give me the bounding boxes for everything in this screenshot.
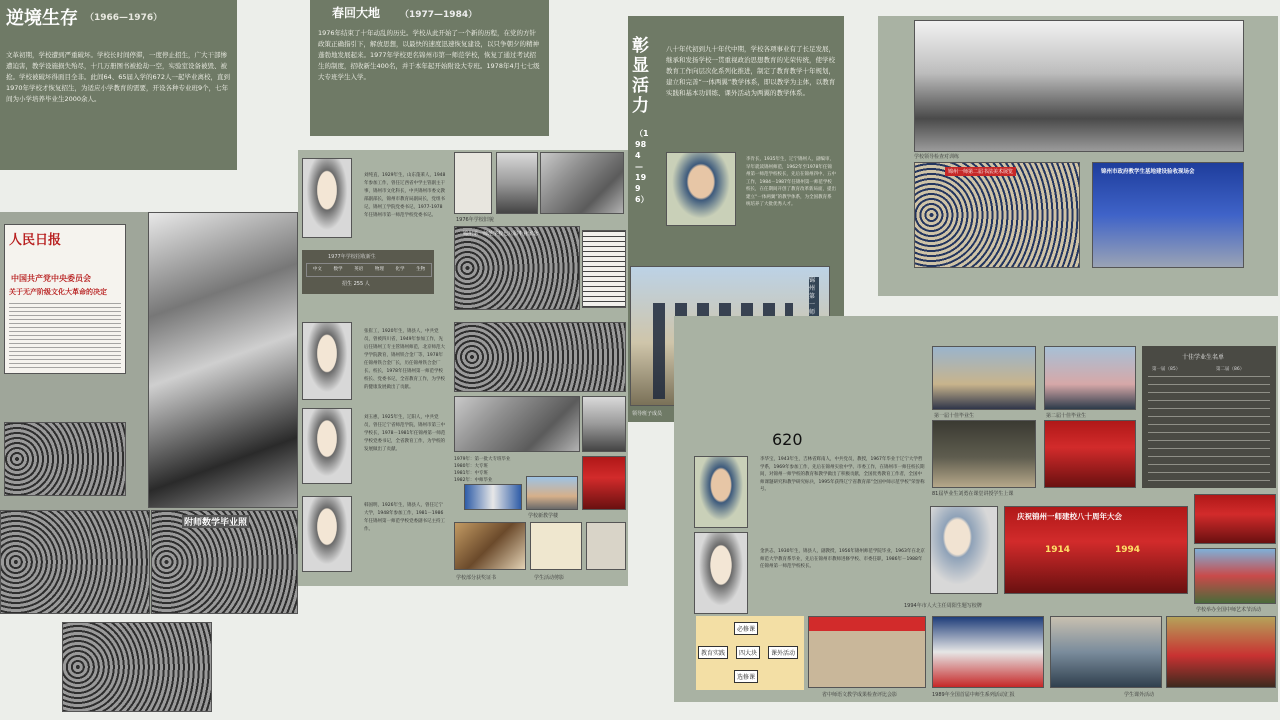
bio-jin-2: 金洪志，1930年生，锦县人，副教授，1956年锦州师范学院毕业，1963年在北京师范大学教育系毕业，先后在锦州市教师进修学校、市委任职，1986年－1988年任锦州第一师范学校校长。: [760, 549, 925, 569]
bio-han: 韩国明，1926年生，锦县人，曾任辽宁大学，1948年参加工作，1981－1986年任锦州第一师范学校党委副书记主持工作。: [364, 503, 445, 532]
stage-meeting-photo: [1044, 420, 1136, 488]
portrait-jin-1: [694, 456, 748, 528]
caption-old-campus: 1976年学校旧貌: [456, 217, 494, 223]
legend-1982: 1982年：中师毕业: [454, 478, 493, 483]
caption-activity: 学生活动剪影: [534, 575, 565, 581]
bio-liu: 刘纯直，1929年生，山东蓬莱人，1948年参加工作，曾任辽西省中学主管副主干事，锦州市文化科长，中共锦州市委文教部副部长，锦州市教育局副局长，党组书记，锦州工学院党委书记，1977-1978年任锦州市第一师范学校党委书记。: [364, 173, 446, 218]
banner-red: 锦州一师第二届书法美术展览: [945, 167, 1016, 176]
teaching-building-photo: [454, 396, 580, 452]
table-header-1: 数学: [333, 267, 343, 272]
performance-photo: [932, 616, 1044, 688]
section1-body: 文革初期，学校遭到严重破坏。学校长时间停滞，一度停止招生，广大干部惨遭迫害，教学设施损失殆尽，十几万册图书被抢劫一空，实验室设备被毁、被抢。学校被破坏得面目全非。此间64、65届入学的672人一起毕业离校，直到1970年学校才恢复招生，为适应小学教育的需要，开设各种专业班9个，七年间为小学培养毕业生2000余人。: [6, 51, 230, 103]
section4-top-panel: [878, 16, 1278, 296]
graduation-class-photo: [454, 226, 580, 310]
portrait-li: [666, 152, 736, 226]
caption-students: 学生课外活动: [1124, 692, 1155, 698]
anniversary-hall-photo: [1004, 506, 1188, 594]
books-photo: [464, 484, 522, 510]
caption-class: 81届毕业生刘勇在课堂讲授学生上课: [932, 491, 1014, 497]
section1-period: （1966—1976）: [85, 13, 163, 23]
certificate-list-photo: [582, 230, 626, 308]
newspaper-headline-1: 中国共产党中央委员会: [11, 273, 91, 283]
newspaper-name: 人民日报: [9, 233, 62, 248]
top-ten-photo-1: [932, 346, 1036, 410]
section3-body: 八十年代初到九十年代中期，学校各项事业有了长足发展，继承和发扬学校一贯重视政治思想教育的光荣传统，使学校教育工作向层次化系列化推进，制定了教育教学十年规划，建立和完善“一体两翼”教学体系，即以教学为主体，以教育实践和基本功训练、课外活动为两翼的教学体系。: [666, 45, 836, 97]
campus-aerial-photo: [540, 152, 624, 214]
section1-collage: [0, 212, 298, 614]
number-620: 620: [772, 430, 803, 449]
exhibit-photo-3: [586, 522, 626, 570]
caption-main: 学校领导检查对训练: [914, 154, 960, 160]
stage-photo: [582, 456, 626, 510]
exhibition-group-photo: [914, 162, 1080, 268]
table-header-4: 化学: [395, 267, 405, 272]
art-festival-photo-2: [1194, 548, 1276, 604]
table-row: 招生 255 人: [342, 281, 370, 287]
girls-group-photo: [0, 510, 150, 614]
caption-anniv: 1994年市人大主任周阳生题写校牌: [904, 603, 982, 609]
caption-books: 学校部分获奖证书: [456, 575, 497, 581]
diagram-center: 四大块: [736, 646, 760, 659]
top-ten-list: [1142, 346, 1276, 488]
exhibit-photo-2: [530, 522, 582, 570]
student-activity-photo-1: [1050, 616, 1162, 688]
staff-photo: [454, 322, 626, 392]
section4-bottom-panel: [674, 316, 1278, 702]
caption-award: 省中师语文教学成果检查评比会影: [822, 692, 898, 698]
list-rows: [1148, 376, 1270, 482]
class-photo-title: 锦州第一师范学校七八届毕业留念: [463, 231, 539, 237]
banner-blue: 锦州市政府教学生基地建设验收现场会: [1101, 169, 1195, 175]
newspaper-columns: [9, 303, 121, 369]
portrait-jin-2: [694, 532, 748, 614]
portrait-zhang: [302, 322, 352, 400]
section3-title: 彰显活力: [632, 36, 649, 116]
table-header-row: [306, 263, 432, 277]
newspaper-photo: [4, 224, 126, 374]
graduation-photo-title: 附师数学毕业照: [182, 515, 249, 528]
caption-leaders: 领导班子成员: [632, 411, 663, 417]
curriculum-diagram: [696, 616, 804, 690]
art-festival-photo-1: [1194, 494, 1276, 544]
math-class-graduation-photo: [151, 510, 298, 614]
bio-jin: 李华宝，1943年生，吉林省辉南人，中共党员，教授，1967年毕业于辽宁大学哲学系，1969年参加工作，先后在锦州实验中学、市委工作，在锦州市一师任校长期间，对锦州一师学校的教育和教学做出了积极贡献，全国优秀教育工作者，全国中师课题研究和教学研究标兵，1995年获得辽宁省教育部“全国中师示范学校”荣誉称号。: [760, 457, 925, 492]
student-activity-photo-2: [1166, 616, 1276, 688]
admission-table: [302, 250, 434, 294]
portrait-han: [302, 496, 352, 572]
bio-li: 李肯长，1935年生，辽宁锦州人，副编审，早年就读锦州师范，1962年至1978年任锦州第一师范学校校长，先后在锦州四中、五中工作，1984－1987年任锦州第一师范学校校长，在任期间开创了教育改革新局面，提出建立“一体两翼”的教学体系，为全国教育系统培养了大批优秀人才。: [746, 157, 836, 207]
base-inspection-photo: [1092, 162, 1244, 268]
calligraphy-photo: [930, 506, 998, 594]
caption-top10-b: 第二届十佳毕业生: [1046, 413, 1087, 419]
section2-period: （1977—1984）: [400, 10, 478, 20]
caption-top10-a: 第一届十佳毕业生: [934, 413, 975, 419]
year-1994: 1994: [1115, 545, 1141, 555]
award-meeting-photo: [808, 616, 926, 688]
diagram-bottom: 选修课: [734, 670, 758, 683]
section2-header-panel: [310, 0, 549, 136]
bio-liu-yuhui: 刘玉惠，1925年生，辽阳人，中共党员，曾任辽宁省师范学院，锦州市第三中学校长，1978－1981年任锦州第一师范学校党委书记，全省教育工作，为学校的发展做出了贡献。: [364, 415, 446, 452]
section3-period: （1984—1996）: [635, 129, 649, 204]
old-building-photo: [496, 152, 538, 214]
legend-1980: 1980年：大专班: [454, 464, 488, 469]
caption-new-building: 学校新教学楼: [528, 513, 559, 519]
legend-1979: 1979年：第一批大专班毕业: [454, 457, 511, 462]
table-header-3: 物理: [374, 267, 384, 272]
caption-stage: 1989年全国首届中师生系列活动汇报: [932, 692, 1015, 698]
caption-hall: 学校举办全国中师艺术节活动: [1196, 607, 1262, 613]
year-1914: 1914: [1045, 545, 1071, 555]
gate-sign: 锦州第一师: [809, 277, 819, 341]
section2-title: 春回大地: [332, 6, 381, 20]
section2-main-panel: [298, 150, 628, 586]
section1-title: 逆境生存: [6, 8, 78, 29]
list-col1: 第一届（85）: [1152, 367, 1181, 372]
portrait-liu-yuhui: [302, 408, 352, 484]
banner-anniversary: 庆祝锦州一师建校八十周年大会: [1017, 512, 1122, 521]
street-crowd-photo: [4, 422, 126, 496]
legend-1981: 1981年：中专班: [454, 471, 488, 476]
table-header-2: 英语: [354, 267, 364, 272]
section1-header-panel: [0, 0, 237, 170]
section2-body: 1976年结束了十年动乱的历史。学校从此开始了一个新的历程，在党的方针政策正确指引下，解放思想，以最快的速度迅速恢复建设，以只争朝夕的精神蓬勃地发展起来。1977年学校更名锦州市第一师范学校，恢复了通过考试招生的制度，招收新生400名，并于本年起开始附设大专班。1978年4月七七级大专班学生入学。: [318, 29, 540, 81]
list-title: 十佳学业生名单: [1182, 354, 1225, 361]
campus-gate-photo: [526, 476, 578, 510]
table-header-0: 中文: [312, 267, 322, 272]
table-title: 1977年学校招收新生: [328, 254, 376, 260]
top-ten-photo-2: [1044, 346, 1136, 410]
diagram-right: 课外活动: [768, 646, 798, 659]
diagram-left: 教育实践: [698, 646, 728, 659]
document-photo: [454, 152, 492, 214]
class-photo-bottom: [62, 622, 212, 712]
exhibit-photo-1: [454, 522, 526, 570]
lab-photo: [582, 396, 626, 452]
list-col2: 第二届（86）: [1216, 367, 1245, 372]
portrait-liu: [302, 158, 352, 238]
newspaper-headline-2: 关于无产阶级文化大革命的决定: [9, 287, 107, 296]
classroom-photo: [932, 420, 1036, 488]
leaders-inspection-photo: [914, 20, 1244, 152]
big-character-poster-photo: [148, 212, 298, 508]
diagram-top: 必修课: [734, 622, 758, 635]
table-header-5: 生物: [416, 267, 426, 272]
bio-zhang: 张崔工，1920年生，锦县人，中共党员，曾被四川省，1949年参加工作，先后任锦州工专主管锦州师范，北京师范大学学院教育，锦州铁合金厂等，1978年任锦州铁合金厂长，历任锦州铁合金厂长、校长，1978年任锦州第一师范学校校长、党委书记，全省教育工作，为学校的健康发展做出了贡献。: [364, 329, 445, 390]
